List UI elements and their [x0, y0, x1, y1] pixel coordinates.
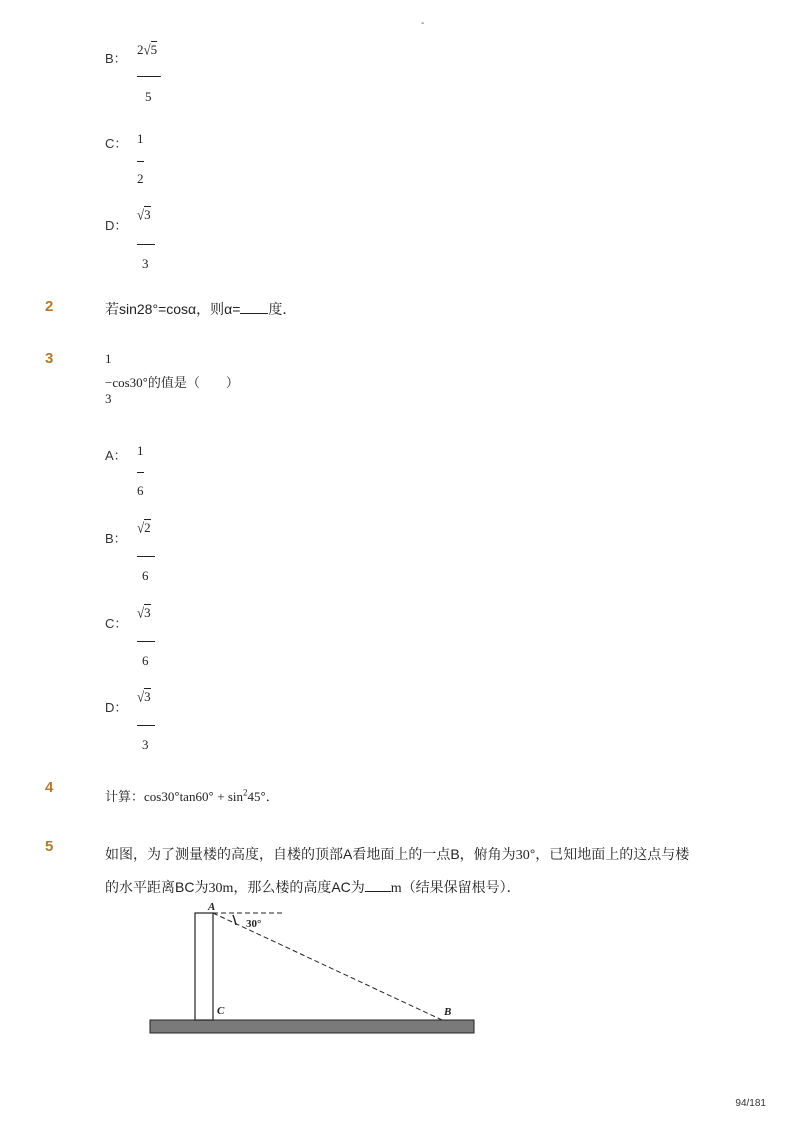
q3-option-d-label[interactable]: D：	[105, 700, 128, 715]
q5-stem-part-4: ，那么楼的高度AC为	[233, 879, 365, 895]
q4-tail: ．	[265, 789, 279, 804]
fraction-denominator: 6	[137, 483, 144, 498]
fraction-denominator: 6	[142, 568, 149, 583]
fraction-numerator: 1	[137, 443, 144, 458]
fraction-denominator: 6	[142, 653, 149, 668]
degree-sign: °	[142, 375, 148, 390]
q3-option-c-label[interactable]: C：	[105, 616, 128, 631]
q3-stem: 的值是（ ）	[147, 375, 239, 390]
coefficient: 2	[137, 42, 144, 57]
fraction-denominator: 3	[142, 256, 149, 271]
angle-label: 30°	[246, 918, 262, 930]
degree-sign: °	[260, 789, 266, 804]
q5-unit: m	[390, 881, 402, 896]
q1-option-c-label[interactable]: C：	[105, 136, 128, 151]
degree-sign: °	[174, 789, 180, 804]
q3-option-a-label[interactable]: A：	[105, 448, 127, 463]
building	[195, 913, 213, 1020]
fraction-numerator: 1	[105, 351, 112, 366]
sqrt: √3	[137, 688, 151, 705]
q3-expression: −cos30	[105, 375, 143, 390]
degree-sign: °	[208, 789, 214, 804]
q4-plus-sin: + sin	[217, 789, 244, 804]
q5-distance-value: 30m	[208, 881, 234, 896]
q5-stem-part-3: 的水平距离BC为	[105, 879, 209, 895]
q2-stem: 若sin28°=cosα，则α=	[105, 301, 241, 317]
sqrt: √5	[143, 41, 158, 58]
label-a: A	[208, 901, 216, 913]
q4-cos30: cos30	[144, 789, 175, 804]
fraction-denominator: 5	[145, 89, 152, 104]
q5-stem-part-2: °，已知地面上的这点与楼	[529, 846, 690, 862]
fraction-numerator: 1	[137, 131, 144, 146]
q2-tail: 度．	[268, 301, 297, 317]
header-mark: -	[421, 18, 425, 29]
fraction-denominator: 3	[142, 737, 149, 752]
q4-45: 45	[247, 789, 261, 804]
question-number-2: 2	[45, 298, 54, 315]
label-c: C	[217, 1005, 225, 1017]
angle-arc	[233, 915, 236, 925]
sqrt: √2	[137, 519, 151, 536]
ground-strip	[150, 1020, 474, 1033]
sqrt: √3	[137, 604, 151, 621]
q4-prefix: 计算：	[105, 789, 145, 804]
q5-stem-part-1: 如图，为了测量楼的高度，自楼的顶部A看地面上的一点B，俯角为	[105, 846, 516, 862]
sqrt: √3	[137, 206, 151, 223]
question-number-4: 4	[45, 779, 54, 796]
q4-tan60: tan60	[179, 789, 209, 804]
fraction-denominator: 2	[137, 171, 144, 186]
q1-option-d-label[interactable]: D：	[105, 218, 128, 233]
q3-option-b-label[interactable]: B：	[105, 531, 127, 546]
q5-angle-value: 30	[515, 848, 530, 863]
q5-stem-part-5: （结果保留根号）．	[401, 879, 521, 895]
q4-exponent: 2	[243, 787, 248, 798]
page-number: 94/181	[735, 1098, 766, 1109]
q1-option-b-label[interactable]: B：	[105, 51, 127, 66]
fraction-denominator: 3	[105, 391, 112, 406]
label-b: B	[444, 1006, 452, 1018]
question-number-5: 5	[45, 838, 54, 855]
question-number-3: 3	[45, 350, 54, 367]
